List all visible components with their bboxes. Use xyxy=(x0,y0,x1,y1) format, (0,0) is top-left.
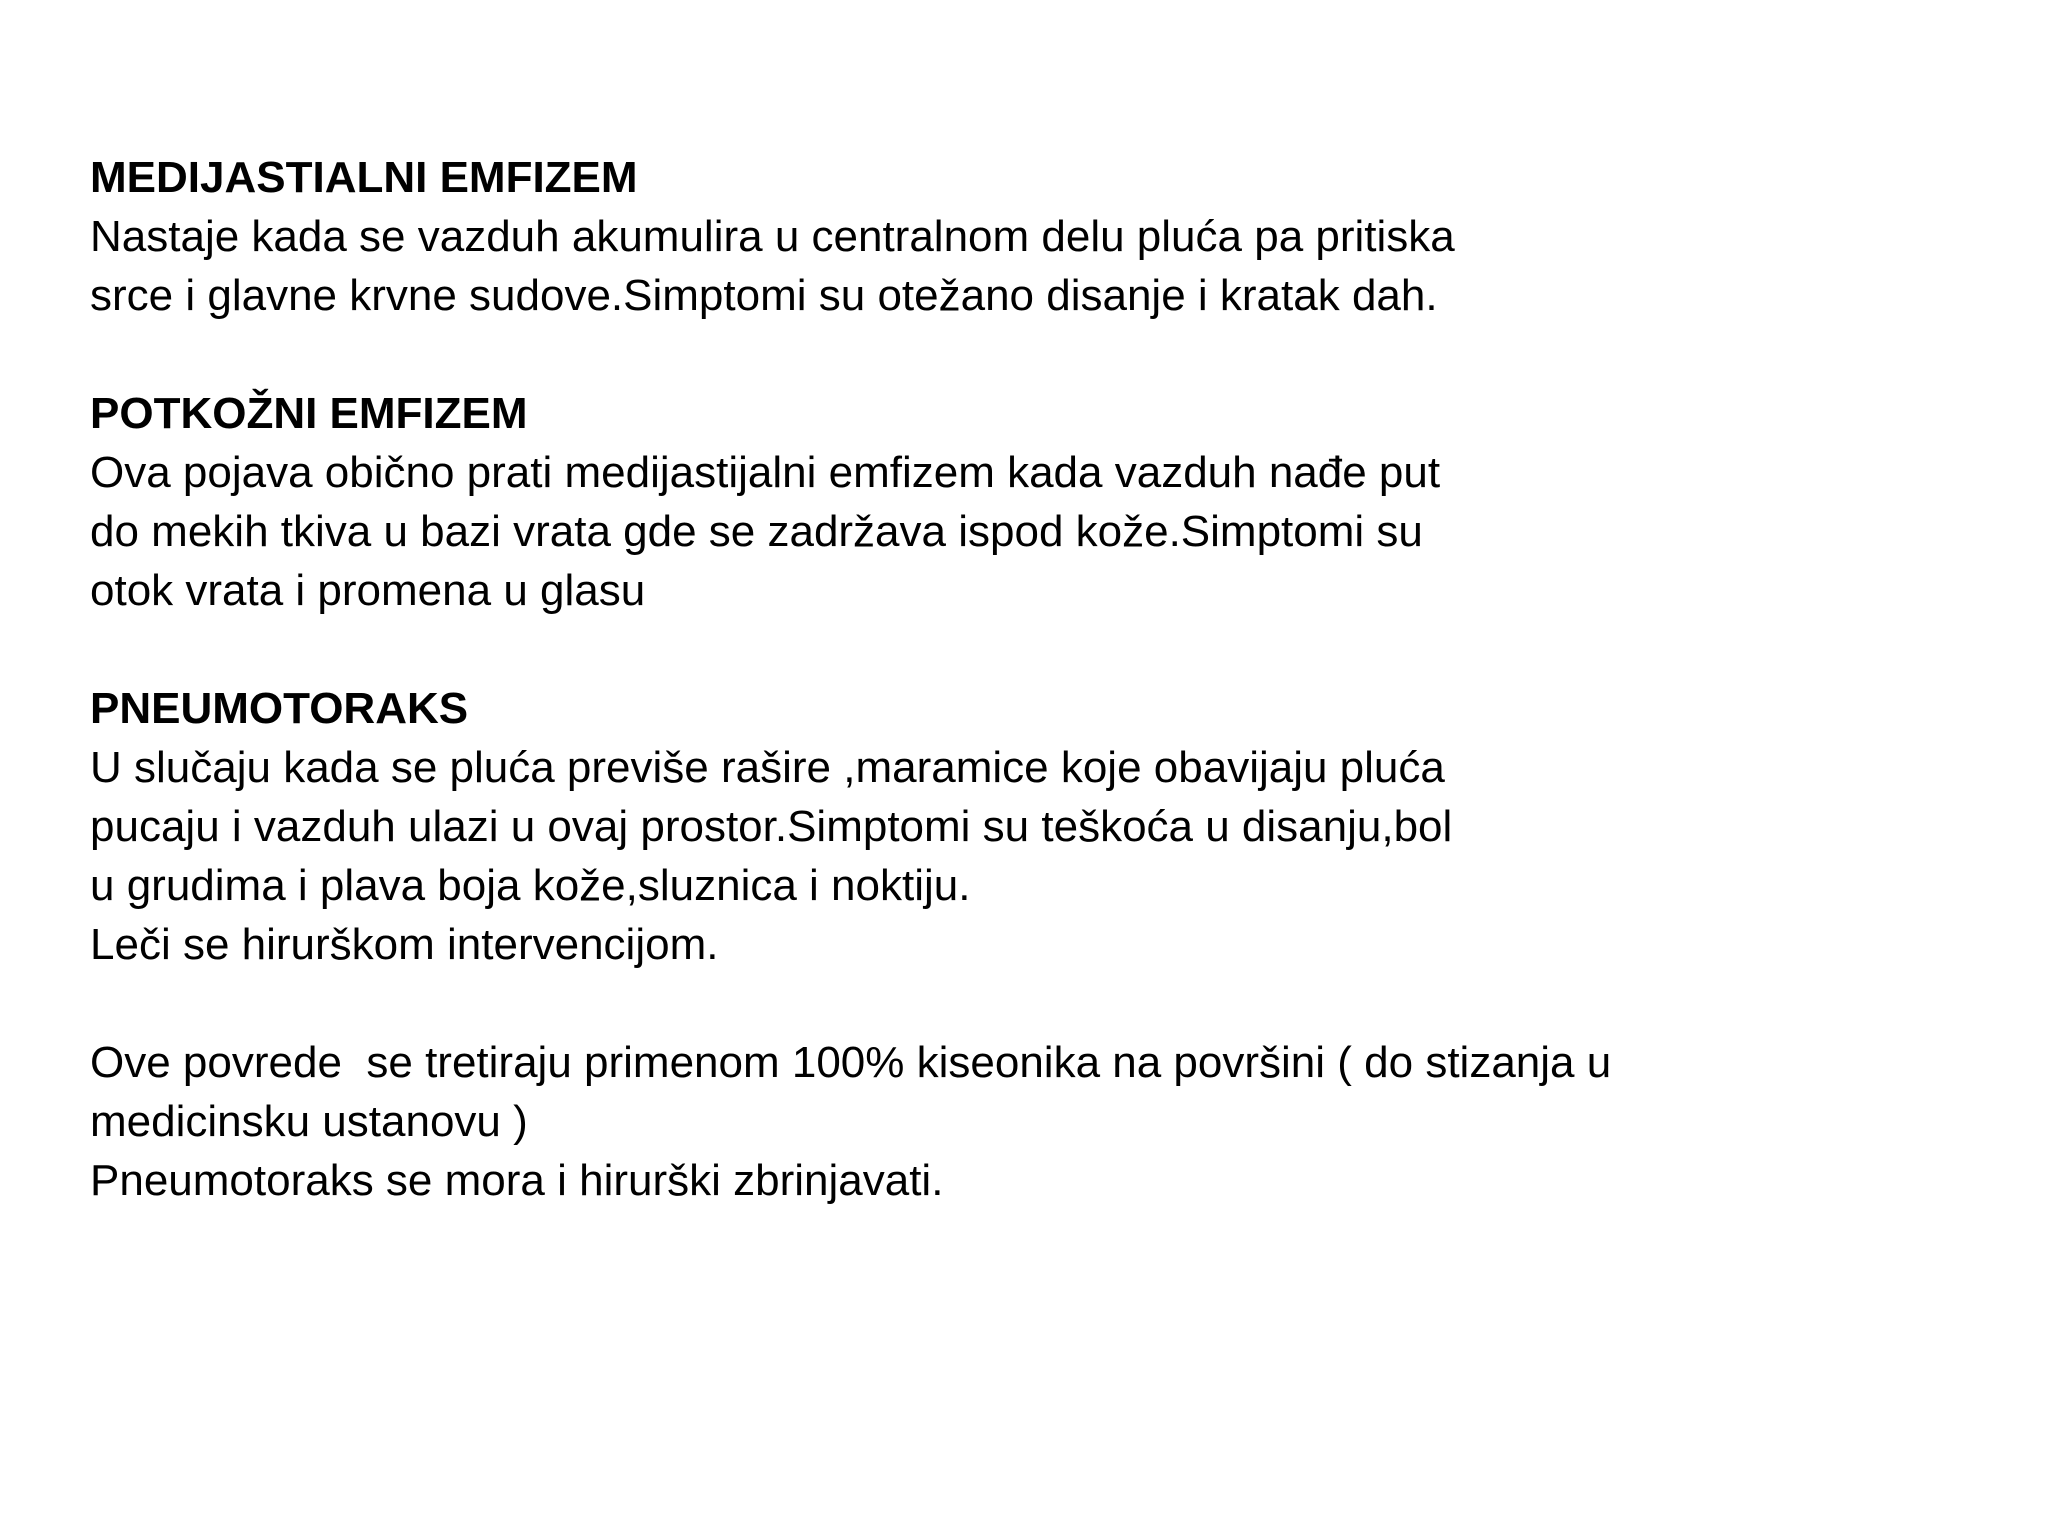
paragraph-line: pucaju i vazduh ulazi u ovaj prostor.Simptomi su teškoća u disanju,bol xyxy=(90,802,1453,851)
paragraph-line: otok vrata i promena u glasu xyxy=(90,566,646,615)
paragraph-line: Ove povrede se tretiraju primenom 100% kiseonika na površini ( do stizanja u xyxy=(90,1038,1612,1087)
section-medijastinalni-emfizem xyxy=(90,148,1990,325)
closing-paragraph xyxy=(90,1033,1990,1210)
paragraph-line: Nastaje kada se vazduh akumulira u centralnom delu pluća pa pritiska xyxy=(90,212,1455,261)
section-potkozni-emfizem xyxy=(90,384,1990,620)
paragraph-line: do mekih tkiva u bazi vrata gde se zadržava ispod kože.Simptomi su xyxy=(90,507,1423,556)
paragraph-line: Pneumotoraks se mora i hirurški zbrinjavati. xyxy=(90,1156,944,1205)
section-heading: PNEUMOTORAKS xyxy=(90,684,469,733)
section-heading: POTKOŽNI EMFIZEM xyxy=(90,389,528,438)
document-page xyxy=(90,148,1990,1269)
paragraph-line: U slučaju kada se pluća previše rašire ,maramice koje obavijaju pluća xyxy=(90,743,1445,792)
paragraph-line: Leči se hirurškom intervencijom. xyxy=(90,920,719,969)
paragraph-line: u grudima i plava boja kože,sluznica i noktiju. xyxy=(90,861,971,910)
section-heading: MEDIJASTIALNI EMFIZEM xyxy=(90,153,638,202)
section-pneumotoraks xyxy=(90,679,1990,974)
paragraph-line: Ova pojava obično prati medijastijalni emfizem kada vazduh nađe put xyxy=(90,448,1441,497)
paragraph-line: srce i glavne krvne sudove.Simptomi su otežano disanje i kratak dah. xyxy=(90,271,1438,320)
paragraph-line: medicinsku ustanovu ) xyxy=(90,1097,528,1146)
